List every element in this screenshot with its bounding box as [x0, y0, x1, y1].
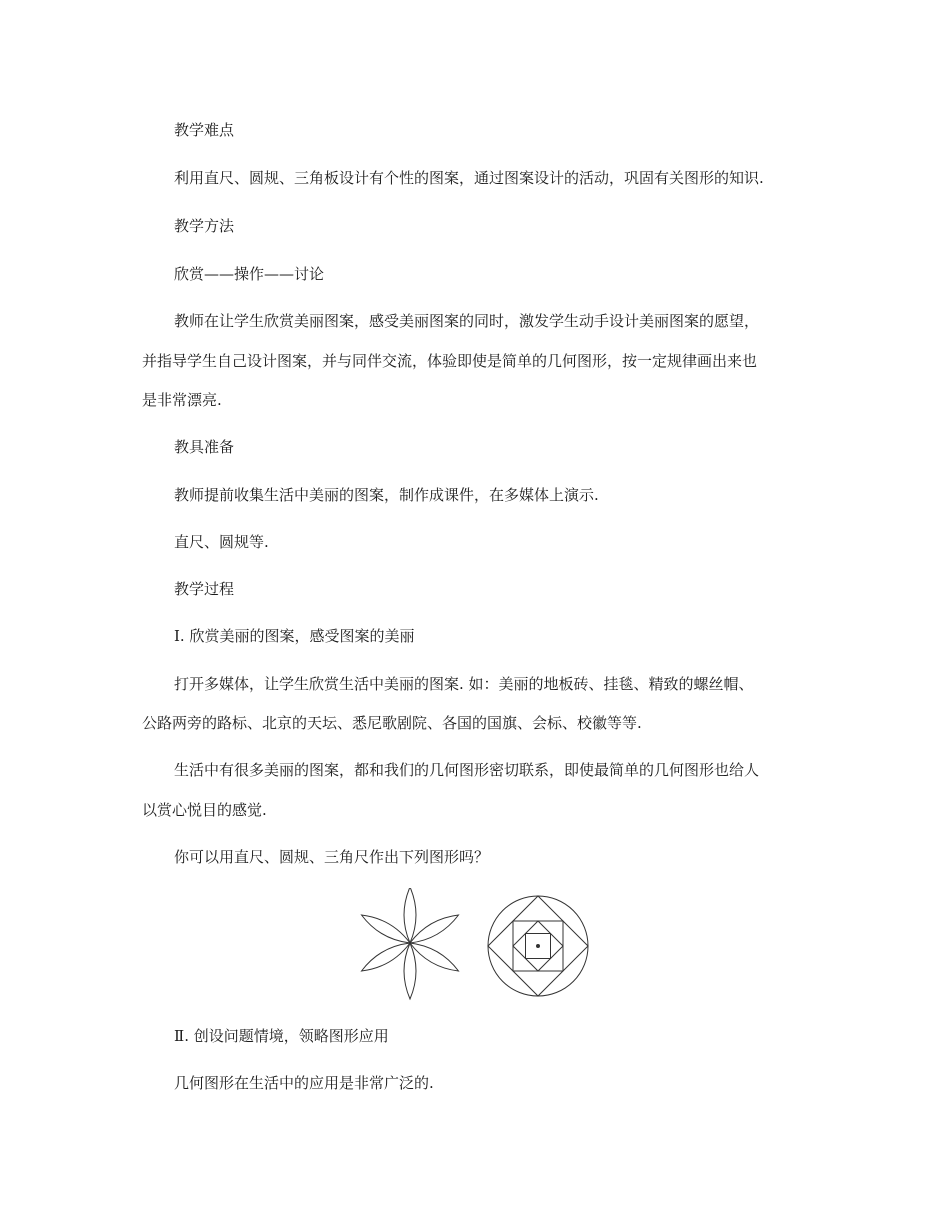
petal	[407, 938, 461, 976]
flower-figure	[360, 888, 461, 999]
s2-text: 几何图形在生活中的应用是非常广泛的.	[174, 1074, 434, 1092]
tools-line-2: 直尺、圆规等.	[174, 533, 269, 551]
petal	[404, 888, 416, 943]
heading-tools: 教具准备	[174, 438, 235, 456]
s1-para1-line-2: 公路两旁的路标、北京的天坛、悉尼歌剧院、各国的国旗、会标、校徽等等.	[142, 714, 642, 732]
s1-para2-line-2: 以赏心悦目的感觉.	[142, 801, 267, 819]
heading-process: 教学过程	[174, 580, 235, 598]
difficulty-text: 利用直尺、圆规、三角板设计有个性的图案，通过图案设计的活动，巩固有关图形的知识.	[174, 169, 764, 187]
tools-line-1: 教师提前收集生活中美丽的图案，制作成课件，在多媒体上演示.	[174, 486, 599, 504]
section-2-heading: Ⅱ. 创设问题情境，领略图形应用	[174, 1027, 389, 1045]
s1-para1-line-1: 打开多媒体，让学生欣赏生活中美丽的图案. 如：美丽的地板砖、挂毯、精致的螺丝帽、	[174, 675, 754, 693]
s1-para2-line-1: 生活中有很多美丽的图案，都和我们的几何图形密切联系，即使最简单的几何图形也给人	[174, 761, 760, 779]
petal	[404, 943, 416, 999]
center-dot	[537, 945, 540, 948]
method-desc-line-3: 是非常漂亮.	[142, 391, 222, 409]
heading-method: 教学方法	[174, 217, 235, 235]
nested-squares-figure	[488, 896, 588, 996]
method-text: 欣赏——操作——讨论	[174, 265, 325, 283]
method-desc-line-2: 并指导学生自己设计图案，并与同伴交流，体验即使是简单的几何图形，按一定规律画出来也	[142, 352, 758, 370]
s1-question: 你可以用直尺、圆规、三角尺作出下列图形吗？	[174, 848, 490, 866]
heading-difficulty: 教学难点	[174, 121, 235, 139]
method-desc-line-1: 教师在让学生欣赏美丽图案，感受美丽图案的同时，激发学生动手设计美丽图案的愿望，	[174, 312, 760, 330]
figures-svg	[360, 888, 595, 1003]
section-1-heading: Ⅰ. 欣赏美丽的图案，感受图案的美丽	[174, 627, 415, 645]
geometry-figures	[360, 888, 595, 1003]
petal	[407, 910, 461, 948]
